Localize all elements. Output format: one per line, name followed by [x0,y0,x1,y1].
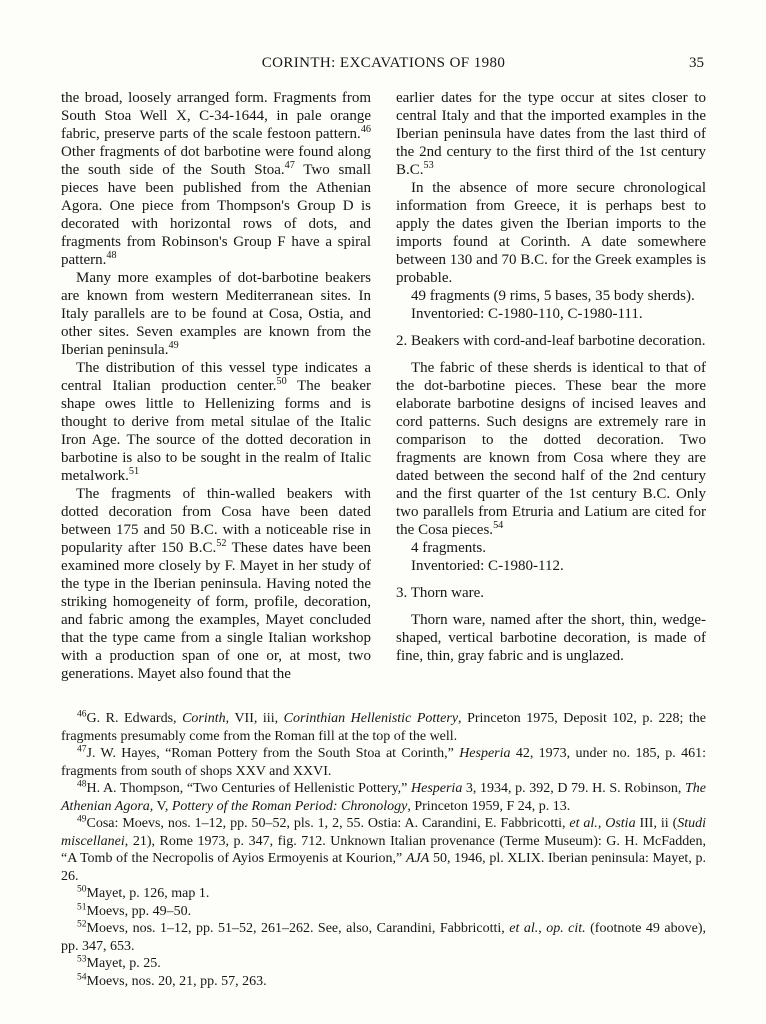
footnote: $^{49}$Cosa: Moevs, nos. 1–12, pp. 50–52, pls. 1, 2, 55. Ostia: A. Carandini, E. Fabbricotti, et al., Ostia III, ii (Studi miscellanei, 21), Rome 1973, p. 347, fig. 712. Unknown Italian provenance (Terme Museum): G. H. McFadden, “A Tomb of the Necropolis of Ayios Ermoyenis at Kourion,” AJA 50, 1946, pl. XLIX. Iberian peninsula: Mayet, p. 26. [61,814,707,884]
footnote: $^{51}$Moevs, pp. 49–50. [77,901,192,919]
section-heading: 2. Beakers with cord-and-leaf barbotine decoration. [396,333,706,349]
inventory-line: Inventoried: C-1980-110, C-1980-111. [411,306,643,322]
running-title: CORINTH: EXCAVATIONS OF 1980 [261,55,506,71]
body-paragraph: In the absence of more secure chronological information from Greece, it is perhaps best to apply the dates given the Iberian imports to the imports found at Corinth. A date somewhere between 130 and 70 B.C. for the Greek examples is probable. [396,180,706,286]
section-heading: 3. Thorn ware. [396,585,485,601]
right-column [396,89,706,683]
page-header [61,54,706,72]
footnote: $^{50}$Mayet, p. 126, map 1. [77,884,210,901]
footnote: $^{53}$Mayet, p. 25. [77,954,161,971]
footnote: $^{46}$G. R. Edwards, Corinth, VII, iii, Corinthian Hellenistic Pottery, Princeton 1975, Deposit 102, p. 228; the fragments presumably come from the Roman fill at the top of the well. [61,709,707,744]
footnotes-section [61,710,706,990]
left-column [61,89,371,683]
footnote: $^{52}$Moevs, nos. 1–12, pp. 51–52, 261–262. See, also, Carandini, Fabbricotti, et al., op. cit. (footnote 49 above), pp. 347, 653. [61,919,706,954]
footnote: $^{54}$Moevs, nos. 20, 21, pp. 57, 263. [77,971,267,989]
body-paragraph: Many more examples of dot-barbotine beakers are known from western Mediterranean sites. In Italy parallels are to be found at Cosa, Ostia, and other sites. Seven examples are known from the Iberian peninsula.$^{49}$ [61,270,371,358]
body-paragraph: earlier dates for the type occur at sites closer to central Italy and that the imported examples in the Iberian peninsula have dates from the last third of the 2nd century to the first third of the 1st century B.C.$^{53}$ [396,90,706,178]
body-paragraph: the broad, loosely arranged form. Fragments from South Stoa Well X, C-34-1644, in pale orange fabric, preserve parts of the scale festoon pattern.$^{46}$ Other fragments of dot barbotine were found along the south side of the South Stoa.$^{47}$ Two small pieces have been published from the Athenian Agora. One piece from Thompson's Group D is decorated with horizontal rows of dots, and fragments from Robinson's Group F have a spiral pattern.$^{48}$ [61,90,371,268]
body-paragraph: The distribution of this vessel type indicates a central Italian production center.$^{50}$ The beaker shape owes little to Hellenizing forms and is thought to derive from metal situlae of the Italic Iron Age. The source of the dotted decoration in barbotine is also to be sought in the realm of Italic metalwork.$^{51}$ [61,360,371,484]
footnote: $^{47}$J. W. Hayes, “Roman Pottery from the South Stoa at Corinth,” Hesperia 42, 1973, under no. 185, p. 461: fragments from south of shops XXV and XXVI. [61,744,706,779]
inventory-line: 49 fragments (9 rims, 5 bases, 35 body sherds). [411,288,695,304]
inventory-line: 4 fragments. [411,540,486,556]
body-paragraph: Thorn ware, named after the short, thin, wedge-shaped, vertical barbotine decoration, is made of fine, thin, gray fabric and is unglazed. [396,612,706,664]
body-paragraph: The fragments of thin-walled beakers with dotted decoration from Cosa have been dated between 175 and 50 B.C. with a noticeable rise in popularity after 150 B.C.$^{52}$ These dates have been examined more closely by F. Mayet in her study of the type in the Iberian peninsula. Having noted the striking homogeneity of form, profile, decoration, and fabric among the examples, Mayet concluded that the type came from a single Italian workshop with a production span of one or, at most, two generations. Mayet also found that the [61,486,372,682]
inventory-line: Inventoried: C-1980-112. [411,558,564,574]
body-paragraph: The fabric of these sherds is identical to that of the dot-barbotine pieces. These bear the more elaborate barbotine designs of incised leaves and cord patterns. Such designs are extremely rare in comparison to the dotted decoration. Two fragments are known from Cosa where they are dated between the second half of the 2nd century and the first quarter of the 1st century B.C. Only two parallels from Etruria and Latium are cited for the Cosa pieces.$^{54}$ [396,360,706,538]
footnote: $^{48}$H. A. Thompson, “Two Centuries of Hellenistic Pottery,” Hesperia 3, 1934, p. 392, D 79. H. S. Robinson, The Athenian Agora, V, Pottery of the Roman Period: Chronology, Princeton 1959, F 24, p. 13. [61,779,706,814]
page-number: 35 [689,55,704,71]
two-column-body [61,89,706,683]
